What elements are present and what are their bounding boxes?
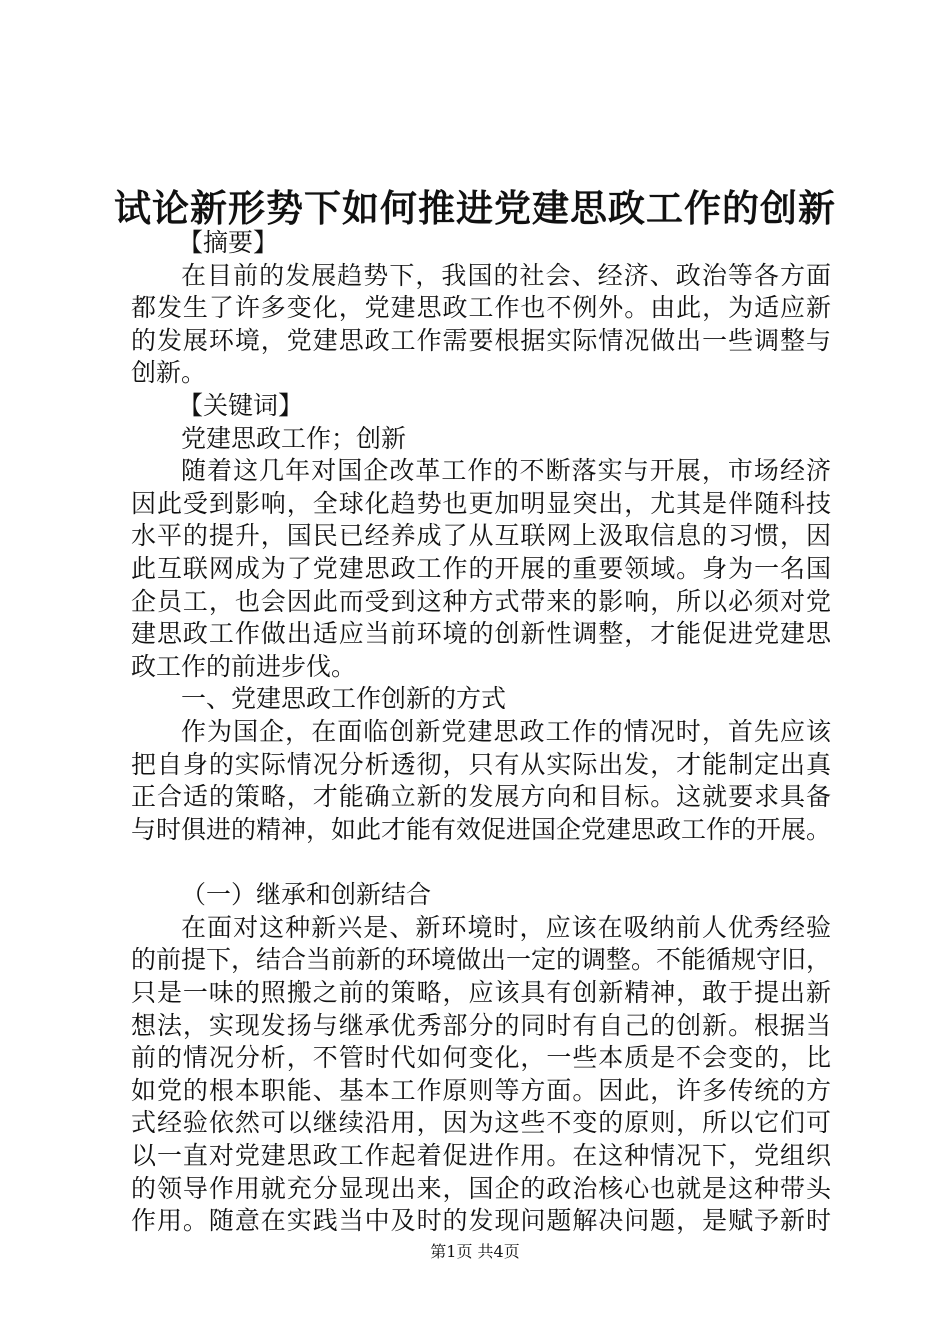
subsection-line: 只是一味的照搬之前的策略，应该具有创新精神，敢于提出新 [131,978,831,1008]
subsection-line: 在面对这种新兴是、新环境时，应该在吸纳前人优秀经验 [181,912,831,942]
abstract-line: 在目前的发展趋势下，我国的社会、经济、政治等各方面 [181,260,831,290]
section-line: 正合适的策略，才能确立新的发展方向和目标。这就要求具备 [131,782,831,812]
subsection-line: 以一直对党建思政工作起着促进作用。在这种情况下，党组织 [131,1141,831,1171]
subsection-line: 式经验依然可以继续沿用，因为这些不变的原则，所以它们可 [131,1108,831,1138]
intro-line: 建思政工作做出适应当前环境的创新性调整，才能促进党建思 [131,619,831,649]
section-line: 与时俱进的精神，如此才能有效促进国企党建思政工作的开展。 [131,814,832,844]
intro-line: 因此受到影响，全球化趋势也更加明显突出，尤其是伴随科技 [131,488,831,518]
section-line: 作为国企，在面临创新党建思政工作的情况时，首先应该 [181,716,831,746]
subsection-line: 如党的根本职能、基本工作原则等方面。因此，许多传统的方 [131,1075,831,1105]
keywords-text: 党建思政工作；创新 [181,423,407,453]
section-heading: 一、党建思政工作创新的方式 [181,684,507,714]
abstract-label: 【摘要】 [178,228,279,257]
subsection-line: 前的情况分析，不管时代如何变化，一些本质是不会变的，比 [131,1043,831,1073]
document-title: 试论新形势下如何推进党建思政工作的创新 [114,186,836,230]
document-body [131,227,831,1238]
intro-line: 随着这几年对国企改革工作的不断落实与开展，市场经济 [181,456,831,486]
abstract-line: 都发生了许多变化，党建思政工作也不例外。由此，为适应新 [131,293,831,323]
subsection-line: 的前提下，结合当前新的环境做出一定的调整。不能循规守旧， [131,945,832,975]
section-line: 把自身的实际情况分析透彻，只有从实际出发，才能制定出真 [131,749,831,779]
paragraph-gap [131,846,831,879]
subsection-heading: （一）继承和创新结合 [181,880,432,910]
keywords-label: 【关键词】 [178,390,304,420]
intro-line: 水平的提升，国民已经养成了从互联网上汲取信息的习惯，因 [131,521,831,551]
subsection-line: 作用。随意在实践当中及时的发现问题解决问题，是赋予新时 [131,1206,831,1236]
page-indicator: 第1页 共4页 [430,1242,520,1261]
abstract-line: 创新。 [131,358,207,388]
subsection-line: 的领导作用就充分显现出来，国企的政治核心也就是这种带头 [131,1173,831,1203]
abstract-line: 的发展环境，党建思政工作需要根据实际情况做出一些调整与 [131,325,831,355]
intro-line: 企员工，也会因此而受到这种方式带来的影响，所以必须对党 [131,586,831,616]
subsection-line: 想法，实现发扬与继承优秀部分的同时有自己的创新。根据当 [131,1010,831,1040]
intro-line: 政工作的前进步伐。 [131,651,357,681]
intro-line: 此互联网成为了党建思政工作的开展的重要领域。身为一名国 [131,553,831,583]
